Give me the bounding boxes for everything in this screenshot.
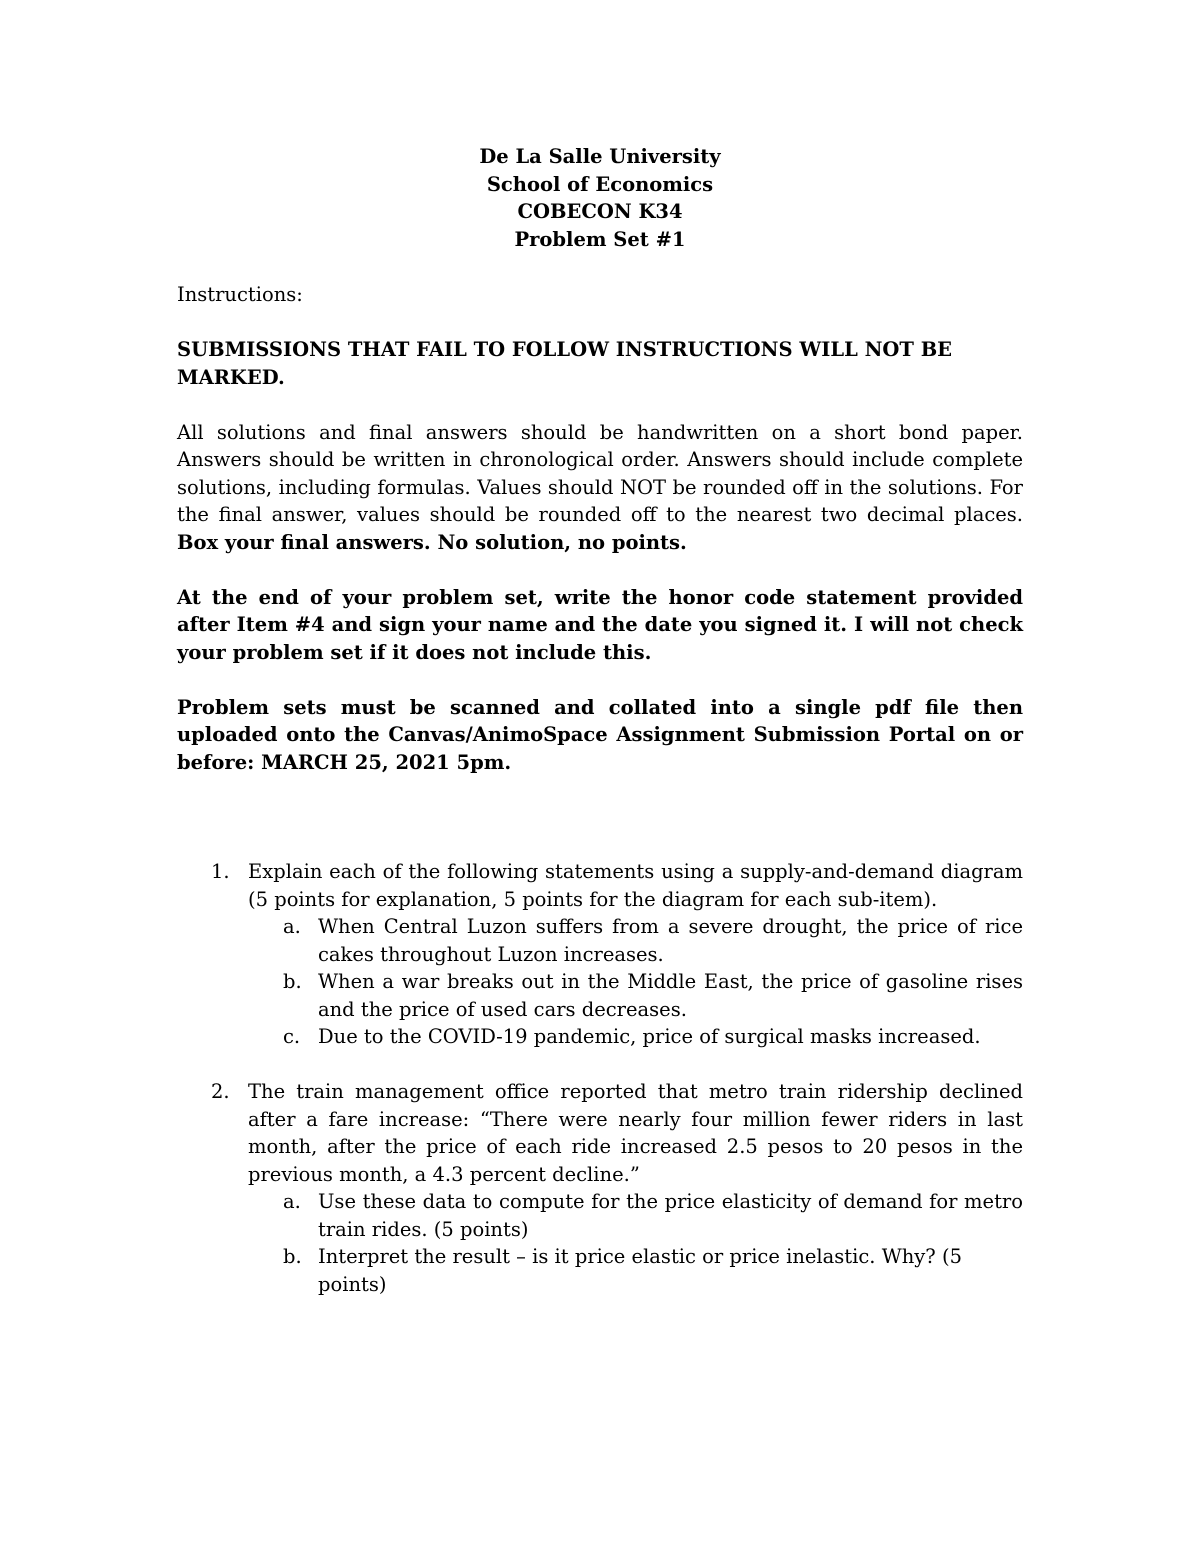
problem-subitems bbox=[248, 913, 1023, 1051]
subitem-letter: a. bbox=[283, 915, 301, 938]
instructions-warning: SUBMISSIONS THAT FAIL TO FOLLOW INSTRUCTIONS WILL NOT BE MARKED. bbox=[177, 338, 953, 389]
problem-subitems bbox=[248, 1188, 1023, 1298]
subitem-text: Due to the COVID-19 pandemic, price of surgical masks increased. bbox=[318, 1025, 981, 1048]
subitem-letter: b. bbox=[283, 970, 302, 993]
subitem-text: When a war breaks out in the Middle East, the price of gasoline rises and the price of used cars decreases. bbox=[318, 970, 1023, 1021]
instructions-paragraph-1-text: All solutions and final answers should be handwritten on a short bond paper. Answers should be written in chronological order. Answers should include complete solutions, including formulas. Values should NOT be rounded off in the solutions. For the final answer, values should be rounded off to the nearest two decimal places. bbox=[177, 420, 1023, 526]
subitem-letter: c. bbox=[283, 1025, 301, 1048]
subitem-letter: a. bbox=[283, 1190, 301, 1213]
problem-list bbox=[177, 858, 1023, 1298]
instructions-paragraph-3: Problem sets must be scanned and collated into a single pdf file then uploaded onto the Canvas/AnimoSpace Assignment Submission Portal on or before: MARCH 25, 2021 5pm. bbox=[177, 695, 1023, 774]
problem-subitem bbox=[248, 1188, 1023, 1243]
problem-number: 2. bbox=[211, 1080, 230, 1103]
document-header bbox=[177, 143, 1023, 253]
subitem-text: When Central Luzon suffers from a severe drought, the price of rice cakes throughout Luzon increases. bbox=[318, 915, 1023, 966]
subitem-letter: b. bbox=[283, 1245, 302, 1268]
instructions-label: Instructions: bbox=[177, 283, 303, 306]
course-code: COBECON K34 bbox=[517, 200, 683, 223]
problem-number: 1. bbox=[211, 860, 230, 883]
problem-subitem bbox=[248, 1023, 1023, 1051]
problem-item bbox=[177, 1078, 1023, 1298]
instructions-paragraph-2: At the end of your problem set, write the honor code statement provided after Item #4 and sign your name and the date you signed it. I will not check your problem set if it does not include this. bbox=[177, 585, 1023, 664]
school-name: School of Economics bbox=[486, 172, 714, 196]
subitem-text: Interpret the result – is it price elastic or price inelastic. Why? (5 points) bbox=[318, 1245, 962, 1296]
instructions-paragraph-1 bbox=[177, 419, 1023, 557]
problem-subitem bbox=[248, 913, 1023, 968]
problem-text: Explain each of the following statements using a supply-and-demand diagram (5 points for explanation, 5 points for the diagram for each sub-item). bbox=[248, 860, 1023, 911]
problem-subitem bbox=[248, 968, 1023, 1023]
problem-text: The train management office reported that metro train ridership declined after a fare increase: “There were nearly four million fewer riders in last month, after the price of each ride increased 2.5 pesos to 20 pesos in the previous month, a 4.3 percent decline.” bbox=[248, 1080, 1023, 1186]
problem-item bbox=[177, 858, 1023, 1051]
subitem-text: Use these data to compute for the price elasticity of demand for metro train rides. (5 points) bbox=[318, 1190, 1023, 1241]
problem-set-title: Problem Set #1 bbox=[514, 227, 686, 251]
instructions-paragraph-1-bold: Box your final answers. No solution, no points. bbox=[177, 530, 687, 554]
university-name: De La Salle University bbox=[479, 145, 721, 168]
problem-subitem bbox=[248, 1243, 1023, 1298]
